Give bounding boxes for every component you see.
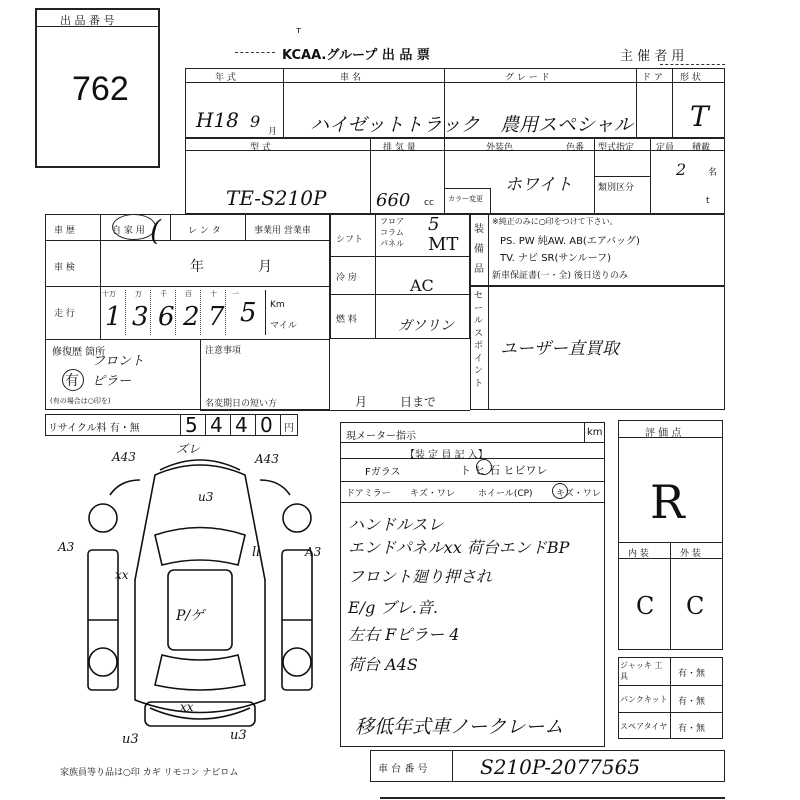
rental-label: レ ン タ: [188, 226, 221, 236]
load-unit: t: [706, 196, 710, 206]
mileage-digit-3: 6: [158, 302, 175, 332]
fuel-label: 燃 料: [336, 315, 357, 325]
front-fender-right: [260, 480, 290, 495]
history-options: 自 家 用: [112, 226, 145, 236]
mileage-unit-3: 千: [160, 290, 167, 298]
rear-window: [155, 655, 245, 690]
shape-value: T: [690, 100, 709, 133]
displacement-value: 660: [376, 190, 411, 211]
bed-tail: [145, 702, 255, 726]
tool-value-1: 有・無: [678, 669, 706, 679]
shift-label: シフト: [336, 235, 364, 245]
lot-number: 762: [72, 70, 129, 108]
shift-options: フロア コラム パネル: [380, 217, 404, 248]
history-mark: (: [150, 214, 161, 247]
mileage-digit-6: 5: [240, 298, 257, 328]
mileage-unit-6: 一: [232, 290, 239, 298]
repair-foot: (有の場合は○印を): [50, 397, 111, 405]
diag-xx-left: xx: [115, 568, 129, 582]
diag-center: P/ゲ: [176, 608, 205, 624]
grade-value: 農用スペシャル: [500, 114, 633, 136]
diag-ll-right: ll: [252, 545, 261, 560]
hdr-car-name: 車 名: [340, 73, 361, 83]
sales-label: セ ー ル ス ポ イ ン ト: [474, 291, 484, 389]
mirror-items: キズ・ワレ: [410, 489, 455, 499]
inspection-label: 車 検: [54, 263, 75, 273]
cc-unit: cc: [424, 198, 434, 208]
mileage-digit-5: 7: [208, 302, 225, 332]
history-label: 車 歴: [54, 226, 75, 236]
capacity-value: 2: [676, 160, 687, 179]
renewal-month: 月: [355, 395, 368, 409]
renewal-day: 日まで: [400, 395, 437, 409]
notes-label: 注意事項: [205, 346, 242, 356]
tool-label-3: スペアタイヤ: [620, 722, 668, 731]
mileage-unit-1: 十万: [102, 290, 116, 298]
lot-header: 出 品 番 号: [60, 14, 115, 27]
month-unit: 月: [268, 127, 278, 137]
diag-u3-br: u3: [230, 728, 247, 743]
model-value: TE-S210P: [226, 186, 327, 210]
glass-circle: [476, 459, 492, 475]
repair-label: 修復歴 箇所: [52, 347, 106, 358]
business-label: 事業用 営業車: [254, 226, 311, 236]
hdr-color: 外装色: [486, 143, 514, 153]
meter-unit: km: [587, 427, 603, 438]
wheel-rl: [89, 648, 117, 676]
wheel-fr: [283, 504, 311, 532]
interior-value: C: [636, 592, 655, 620]
hdr-capacity: 定員: [656, 143, 675, 153]
hdr-door: ド ア: [642, 73, 663, 83]
dash-line: [235, 52, 275, 53]
chassis-label: 車 台 番 号: [378, 764, 428, 775]
diag-u3-bl: u3: [122, 732, 139, 747]
color-change-label: カラー変更: [448, 195, 483, 203]
bottom-note: 移低年式車ノークレーム: [355, 716, 564, 738]
mileage-unit-5: 十: [210, 290, 217, 298]
hdr-type-spec: 型式指定: [598, 143, 635, 153]
equip-note: ※純正のみに○印をつけて下さい。: [492, 217, 618, 226]
mirror-label: ドアミラー: [346, 489, 391, 499]
recycle-digit-3: 4: [235, 413, 248, 437]
hdr-displacement: 排 気 量: [383, 143, 416, 153]
mileage-unit-4: 百: [185, 290, 192, 298]
dash-line: [660, 64, 725, 65]
mileage-digit-2: 3: [132, 302, 149, 332]
tool-value-2: 有・無: [678, 697, 706, 707]
wheel-label: ホイール(CP): [478, 489, 533, 499]
color-value: ホワイト: [505, 175, 573, 195]
car-name-value: ハイゼットトラック: [310, 114, 480, 136]
wheel-items: キズ・ワレ: [556, 489, 601, 499]
equip-label: 装 備 品: [474, 224, 484, 275]
car-diagram: [60, 440, 340, 760]
sales-text: ユーザー直買取: [500, 339, 619, 359]
meter-section: 【装 定 員 記 入】: [405, 450, 488, 461]
recycle-unit: 円: [284, 423, 294, 434]
score-title: 評 価 点: [645, 428, 682, 439]
mileage-digit-1: 1: [105, 302, 122, 332]
recycle-digit-4: 0: [260, 413, 273, 437]
chassis-value: S210P-2077565: [480, 755, 641, 779]
year-value: H18: [196, 108, 239, 132]
exterior-value: C: [686, 592, 705, 620]
glass-label: Fガラス: [365, 467, 401, 478]
inspector-note-4: E/g ブレ.音.: [348, 598, 438, 617]
organizer-label: 主 催 者 用: [620, 49, 685, 64]
top-mark: т: [296, 26, 302, 36]
ac-label: 冷 房: [336, 273, 357, 283]
exterior-label: 外 装: [680, 549, 701, 559]
glass-items: ト ヒ 石 ヒビワレ: [460, 464, 548, 477]
shift-value: 5: [428, 214, 440, 235]
hdr-grade: グ レ ー ド: [505, 73, 550, 83]
sheet-title: KCAA.グループ 出 品 票: [282, 48, 430, 63]
equip-line1: PS. PW 純AW. AB(エアバッグ): [500, 236, 640, 247]
interior-label: 内 装: [628, 549, 649, 559]
mileage-digit-4: 2: [183, 302, 200, 332]
inspection-month-unit: 月: [258, 259, 272, 275]
score-value: R: [650, 475, 685, 529]
windshield: [155, 528, 245, 566]
tool-label-1: ジャッキ 工 具: [620, 661, 663, 681]
diag-u3-top: u3: [198, 490, 214, 504]
equip-line2: TV. ナビ SR(サンルーフ): [500, 253, 612, 264]
meter-title: 現メーター指示: [346, 431, 416, 442]
month-value: 9: [250, 112, 261, 131]
hdr-load: 積載: [692, 143, 711, 153]
inspector-note-3: フロント廻り押され: [348, 567, 493, 586]
renewal-label: 名変期日の短い方: [205, 399, 278, 409]
front-fender-left: [110, 480, 140, 495]
mileage-label: 走 行: [54, 309, 75, 319]
inspector-note-6: 荷台 A4S: [348, 655, 418, 674]
diag-a3-left: A3: [58, 540, 75, 554]
hdr-year: 年 式: [215, 73, 236, 83]
diag-a43-right: A43: [255, 452, 279, 466]
recycle-label: リサイクル料 有・無: [48, 423, 140, 434]
inspector-note-1: ハンドルスレ: [348, 515, 444, 534]
inspector-note-5: 左右 Fピラー 4: [348, 625, 460, 644]
mile-label: マイル: [270, 321, 297, 331]
diag-a3-right: A3: [305, 545, 322, 559]
shift-type: MT: [428, 234, 459, 255]
diag-top-mark: ズレ: [176, 442, 201, 456]
diag-a43-left: A43: [112, 450, 136, 464]
recycle-digit-2: 4: [210, 413, 223, 437]
repair-mark: 有: [65, 373, 79, 389]
mileage-unit-2: 万: [135, 290, 142, 298]
repair-notes: フロント ピラー: [92, 354, 145, 389]
recycle-digit-1: 5: [185, 413, 198, 437]
footer-text: 家族員等り品は○印 カギ リモコン ナビロム: [60, 768, 239, 778]
hdr-shape: 形 状: [680, 73, 701, 83]
km-label: Km: [270, 300, 285, 310]
hdr-color-no: 色番: [566, 143, 585, 153]
inspector-note-2: エンドパネルxx 荷台エンドBP: [348, 538, 570, 557]
equip-line3: 新車保証書(一・全) 後日送りのみ: [492, 271, 628, 281]
tool-label-2: パンクキット: [620, 695, 668, 704]
inspection-year-unit: 年: [190, 259, 204, 275]
wheel-rr: [283, 648, 311, 676]
diag-bottom-xx: xx: [180, 700, 194, 714]
wheel-circle: [552, 483, 568, 499]
capacity-unit: 名: [708, 168, 718, 178]
ac-value: AC: [410, 276, 434, 295]
fuel-value: ガソリン: [398, 318, 454, 334]
tool-value-3: 有・無: [678, 724, 706, 734]
hdr-model: 型 式: [250, 143, 271, 153]
category-label: 類別区分: [598, 183, 635, 193]
wheel-fl: [89, 504, 117, 532]
